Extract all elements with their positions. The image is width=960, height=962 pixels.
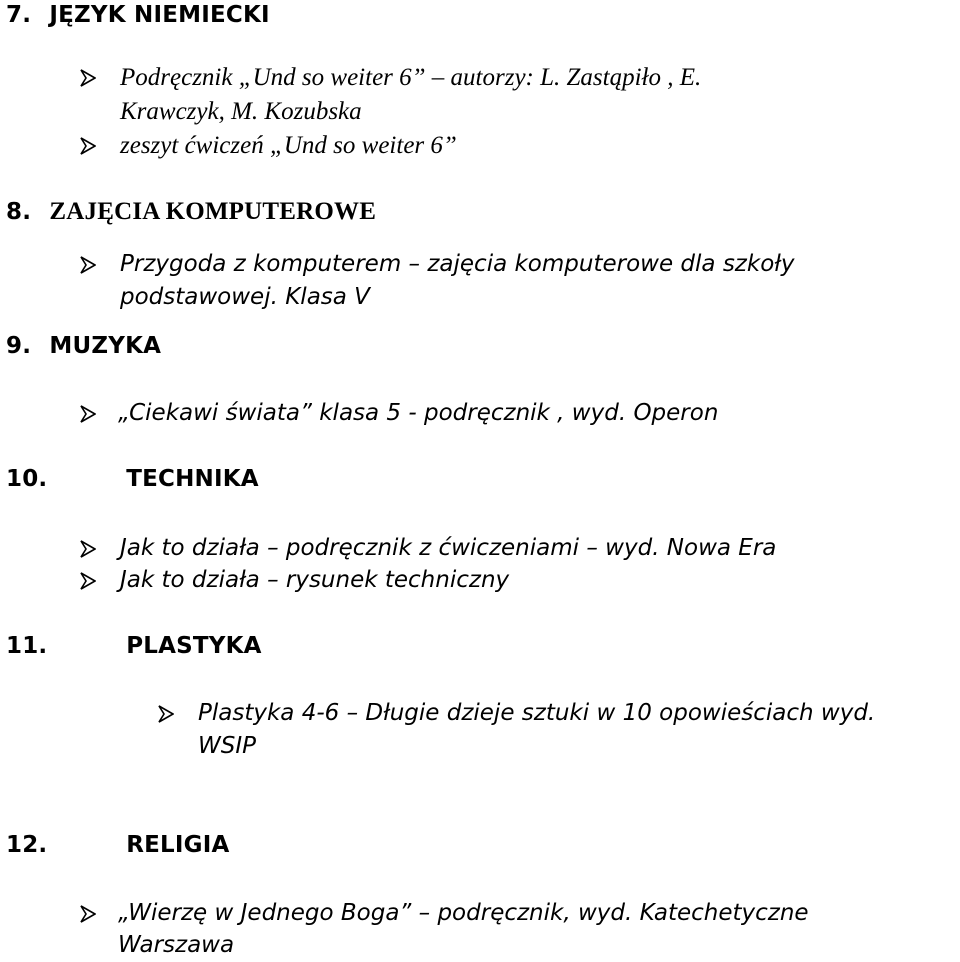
section-number: 12.: [6, 832, 48, 858]
list-item-line: zeszyt ćwiczeń „Und so weiter 6”: [120, 132, 457, 159]
list-item-line: podstawowej. Klasa V: [120, 284, 370, 310]
list-item-line: „Ciekawi świata” klasa 5 - podręcznik , wyd. Operon: [118, 400, 719, 426]
arrowhead-bullet-icon: [80, 572, 96, 590]
list-item-line: Jak to działa – podręcznik z ćwiczeniami – wyd. Nowa Era: [120, 535, 777, 561]
section-title: MUZYKA: [49, 333, 162, 359]
list-item-line: Krawczyk, M. Kozubska: [120, 98, 362, 125]
list-item-line: Podręcznik „Und so weiter 6” – autorzy: L. Zastąpiło , E.: [120, 64, 702, 91]
list-item-line: Jak to działa – rysunek techniczny: [120, 567, 510, 593]
section-heading-9: [6, 331, 161, 361]
section-title: RELIGIA: [126, 832, 230, 858]
section-heading-12: [6, 830, 230, 860]
section-number: 11.: [6, 633, 48, 659]
arrowhead-bullet-icon: [80, 405, 96, 423]
section-number: 10.: [6, 466, 48, 492]
arrowhead-bullet-icon: [80, 69, 96, 87]
section-title: ZAJĘCIA KOMPUTEROWE: [49, 198, 377, 225]
list-item-line: Przygoda z komputerem – zajęcia komputerowe dla szkoły: [120, 251, 795, 277]
section-title: JĘZYK NIEMIECKI: [49, 2, 270, 28]
section-title: PLASTYKA: [126, 633, 262, 659]
section-heading-11: [6, 631, 262, 661]
list-item-line: Plastyka 4-6 – Długie dzieje sztuki w 10 opowieściach wyd.: [198, 700, 876, 726]
section-number: 7.: [6, 2, 32, 28]
arrowhead-bullet-icon: [80, 905, 96, 923]
list-item-line: „Wierzę w Jednego Boga” – podręcznik, wyd. Katechetyczne: [118, 900, 809, 926]
arrowhead-bullet-icon: [158, 705, 174, 723]
section-number: 8.: [6, 199, 32, 225]
arrowhead-bullet-icon: [80, 137, 96, 155]
arrowhead-bullet-icon: [80, 540, 96, 558]
section-heading-10: [6, 464, 259, 494]
section-number: 9.: [6, 333, 32, 359]
list-item-line: WSIP: [198, 733, 256, 759]
list-item-line: Warszawa: [118, 932, 235, 958]
section-heading-7: [6, 0, 270, 30]
arrowhead-bullet-icon: [80, 256, 96, 274]
section-title: TECHNIKA: [126, 466, 259, 492]
section-heading-8: [6, 197, 376, 227]
